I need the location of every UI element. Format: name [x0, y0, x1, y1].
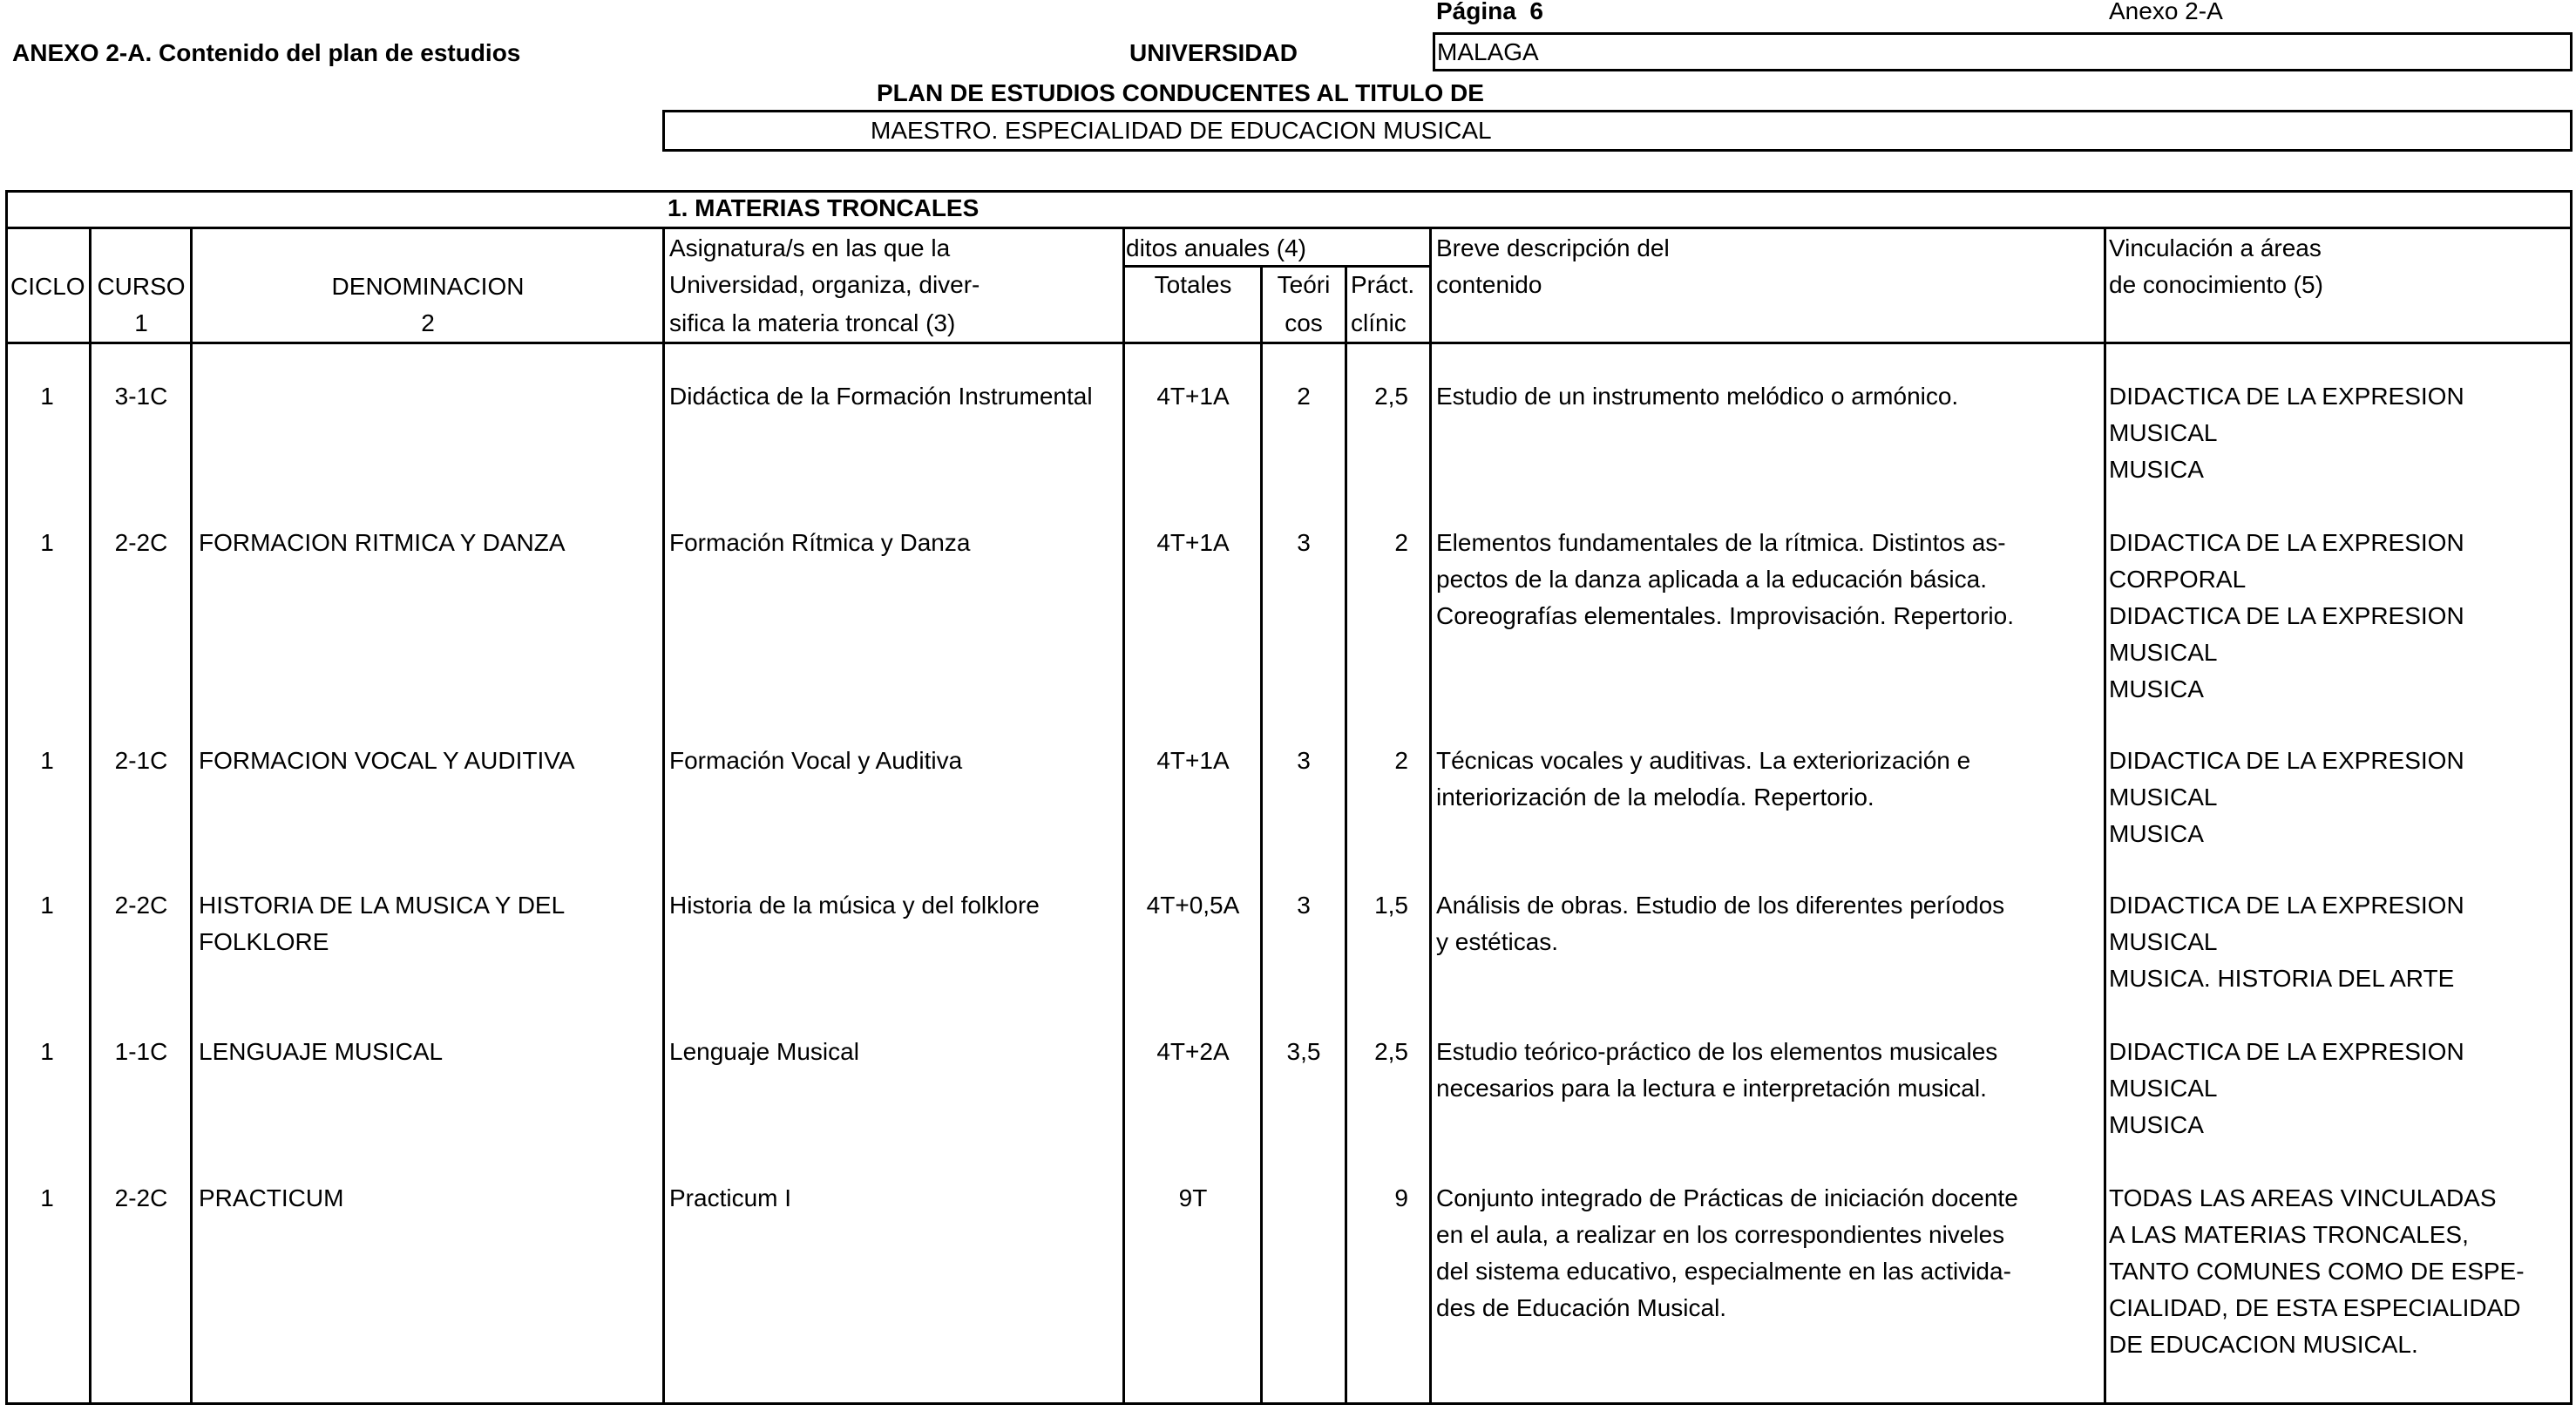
cell-ciclo: 1: [40, 383, 54, 410]
title-row-divider: [5, 227, 2573, 229]
annex-title: ANEXO 2-A. Contenido del plan de estudios: [12, 39, 521, 66]
vinculacion-line: DE EDUCACION MUSICAL.: [2109, 1331, 2418, 1358]
cell-practicos: 9: [1394, 1184, 1408, 1211]
header-descripcion-line1: Breve descripción del: [1436, 234, 1670, 261]
descripcion-line: Técnicas vocales y auditivas. La exteriorización e: [1436, 747, 1971, 774]
cell-descripcion: [1436, 525, 2014, 634]
cell-totales: 9T: [1178, 1184, 1208, 1211]
vinculacion-line: MUSICAL: [2109, 639, 2218, 666]
header-teoricos-line1: Teóri: [1277, 271, 1331, 298]
header-descripcion-line2: contenido: [1436, 271, 1542, 298]
cell-practicos: 1,5: [1374, 892, 1408, 919]
cell-descripcion: [1436, 1034, 1997, 1107]
header-practicos-line1: Práct.: [1351, 271, 1415, 298]
vinculacion-line: DIDACTICA DE LA EXPRESION: [2109, 747, 2464, 774]
descripcion-line: Coreografías elementales. Improvisación. Repertorio.: [1436, 602, 2014, 629]
header-creditos: ditos anuales (4): [1126, 234, 1307, 261]
page-label: [1436, 0, 1543, 30]
denominacion-line: HISTORIA DE LA MUSICA Y DEL: [199, 892, 566, 919]
cell-vinculacion: [2109, 525, 2464, 708]
vinculacion-line: A LAS MATERIAS TRONCALES,: [2109, 1221, 2469, 1248]
cell-teoricos: 3,5: [1286, 1038, 1321, 1065]
descripcion-line: y estéticas.: [1436, 928, 1559, 955]
table-row: [0, 378, 2576, 518]
vinculacion-line: DIDACTICA DE LA EXPRESION: [2109, 383, 2464, 410]
cell-curso: 1-1C: [114, 1038, 168, 1065]
descripcion-line: Estudio de un instrumento melódico o armónico.: [1436, 383, 1959, 410]
header-curso: CURSO: [97, 273, 186, 300]
header-curso-num: 1: [134, 309, 148, 336]
vinculacion-line: MUSICA. HISTORIA DEL ARTE: [2109, 965, 2455, 992]
descripcion-line: pectos de la danza aplicada a la educación básica.: [1436, 566, 1987, 593]
cell-asignatura: Formación Rítmica y Danza: [669, 529, 971, 556]
plan-label: PLAN DE ESTUDIOS CONDUCENTES AL TITULO DE: [877, 79, 1484, 106]
vinculacion-line: MUSICAL: [2109, 784, 2218, 811]
table-row: [0, 1034, 2576, 1173]
header-row-divider: [5, 342, 2573, 344]
descripcion-line: en el aula, a realizar en los correspondientes niveles: [1436, 1221, 2005, 1248]
denominacion-line: FORMACION RITMICA Y DANZA: [199, 529, 566, 556]
cell-curso: 2-2C: [114, 892, 168, 919]
header-ciclo: CICLO: [10, 273, 85, 300]
cell-asignatura: Didáctica de la Formación Instrumental: [669, 383, 1093, 410]
vinculacion-line: MUSICAL: [2109, 419, 2218, 446]
header-denominacion: DENOMINACION: [331, 273, 525, 300]
vinculacion-line: DIDACTICA DE LA EXPRESION: [2109, 602, 2464, 629]
table-row: [0, 525, 2576, 734]
vinculacion-line: MUSICA: [2109, 1111, 2204, 1138]
cell-asignatura: Lenguaje Musical: [669, 1038, 859, 1065]
plan-value: MAESTRO. ESPECIALIDAD DE EDUCACION MUSICAL: [871, 117, 1492, 144]
cell-vinculacion: [2109, 378, 2464, 488]
vinculacion-line: MUSICA: [2109, 820, 2204, 847]
vinculacion-line: TANTO COMUNES COMO DE ESPE-: [2109, 1258, 2525, 1285]
cell-asignatura: Historia de la música y del folklore: [669, 892, 1040, 919]
cell-vinculacion: [2109, 887, 2464, 997]
cell-descripcion: [1436, 1180, 2018, 1326]
cell-vinculacion: [2109, 743, 2464, 852]
cell-denominacion: [199, 1034, 443, 1070]
vinculacion-line: DIDACTICA DE LA EXPRESION: [2109, 892, 2464, 919]
cell-teoricos: 3: [1297, 747, 1311, 774]
university-label: UNIVERSIDAD: [1129, 39, 1298, 66]
cell-ciclo: 1: [40, 747, 54, 774]
cell-totales: 4T+1A: [1156, 383, 1230, 410]
cell-denominacion: [199, 1180, 343, 1217]
vinculacion-line: DIDACTICA DE LA EXPRESION: [2109, 1038, 2464, 1065]
denominacion-line: PRACTICUM: [199, 1184, 344, 1211]
vinculacion-line: MUSICA: [2109, 456, 2204, 483]
cell-teoricos: 2: [1297, 383, 1311, 410]
descripcion-line: interiorización de la melodía. Repertorio.: [1436, 784, 1874, 811]
cell-totales: 4T+1A: [1156, 529, 1230, 556]
cell-practicos: 2,5: [1374, 1038, 1408, 1065]
denominacion-line: LENGUAJE MUSICAL: [199, 1038, 444, 1065]
denominacion-line: FORMACION VOCAL Y AUDITIVA: [199, 747, 575, 774]
cell-totales: 4T+1A: [1156, 747, 1230, 774]
table-row: [0, 1180, 2576, 1372]
section-title: 1. MATERIAS TRONCALES: [668, 194, 980, 221]
cell-ciclo: 1: [40, 529, 54, 556]
header-asignatura-line3: sifica la materia troncal (3): [669, 309, 956, 336]
descripcion-line: Análisis de obras. Estudio de los diferentes períodos: [1436, 892, 2005, 919]
university-value: MALAGA: [1437, 38, 1539, 65]
cell-denominacion: [199, 743, 575, 779]
table-row: [0, 743, 2576, 882]
vinculacion-line: DIDACTICA DE LA EXPRESION: [2109, 529, 2464, 556]
cell-curso: 2-1C: [114, 747, 168, 774]
vinculacion-line: MUSICAL: [2109, 928, 2218, 955]
cell-totales: 4T+0,5A: [1146, 892, 1240, 919]
denominacion-line: FOLKLORE: [199, 928, 329, 955]
descripcion-line: del sistema educativo, especialmente en las activida-: [1436, 1258, 2011, 1285]
descripcion-line: Conjunto integrado de Prácticas de iniciación docente: [1436, 1184, 2018, 1211]
header-vinculacion-line2: de conocimiento (5): [2109, 271, 2323, 298]
cell-denominacion: [199, 887, 565, 960]
header-asignatura-line2: Universidad, organiza, diver-: [669, 271, 980, 298]
header-asignatura-line1: Asignatura/s en las que la: [669, 234, 951, 261]
cell-vinculacion: [2109, 1180, 2525, 1363]
cell-teoricos: 3: [1297, 892, 1311, 919]
descripcion-line: des de Educación Musical.: [1436, 1294, 1727, 1321]
header-totales: Totales: [1154, 271, 1232, 298]
vinculacion-line: TODAS LAS AREAS VINCULADAS: [2109, 1184, 2497, 1211]
cell-denominacion: [199, 525, 566, 561]
cell-descripcion: [1436, 378, 1958, 415]
cell-descripcion: [1436, 743, 1970, 816]
cell-vinculacion: [2109, 1034, 2464, 1143]
header-vinculacion-line1: Vinculación a áreas: [2109, 234, 2322, 261]
vinculacion-line: CORPORAL: [2109, 566, 2247, 593]
cell-curso: 3-1C: [114, 383, 168, 410]
cell-ciclo: 1: [40, 1038, 54, 1065]
university-box: [1433, 32, 2573, 71]
vinculacion-line: CIALIDAD, DE ESTA ESPECIALIDAD: [2109, 1294, 2521, 1321]
cell-ciclo: 1: [40, 892, 54, 919]
vinculacion-line: MUSICAL: [2109, 1075, 2218, 1102]
cell-asignatura: Practicum I: [669, 1184, 792, 1211]
cell-practicos: 2,5: [1374, 383, 1408, 410]
cell-descripcion: [1436, 887, 2004, 960]
cell-curso: 2-2C: [114, 529, 168, 556]
header-practicos-line2: clínic: [1351, 309, 1407, 336]
cell-totales: 4T+2A: [1156, 1038, 1230, 1065]
header-teoricos-line2: cos: [1285, 309, 1323, 336]
table-row: [0, 887, 2576, 1027]
cell-teoricos: 3: [1297, 529, 1311, 556]
header-denominacion-num: 2: [421, 309, 435, 336]
cell-practicos: 2: [1394, 747, 1408, 774]
cell-practicos: 2: [1394, 529, 1408, 556]
plan-box: [662, 110, 2573, 152]
vinculacion-line: MUSICA: [2109, 675, 2204, 702]
descripcion-line: Elementos fundamentales de la rítmica. Distintos as-: [1436, 529, 2006, 556]
page-number: 6: [1529, 0, 1543, 24]
cell-curso: 2-2C: [114, 1184, 168, 1211]
cell-asignatura: Formación Vocal y Auditiva: [669, 747, 963, 774]
descripcion-line: necesarios para la lectura e interpretación musical.: [1436, 1075, 1987, 1102]
annex-tag: Anexo 2-A: [2109, 0, 2223, 24]
descripcion-line: Estudio teórico-práctico de los elementos musicales: [1436, 1038, 1998, 1065]
page-label-text: Página: [1436, 0, 1516, 24]
cell-ciclo: 1: [40, 1184, 54, 1211]
